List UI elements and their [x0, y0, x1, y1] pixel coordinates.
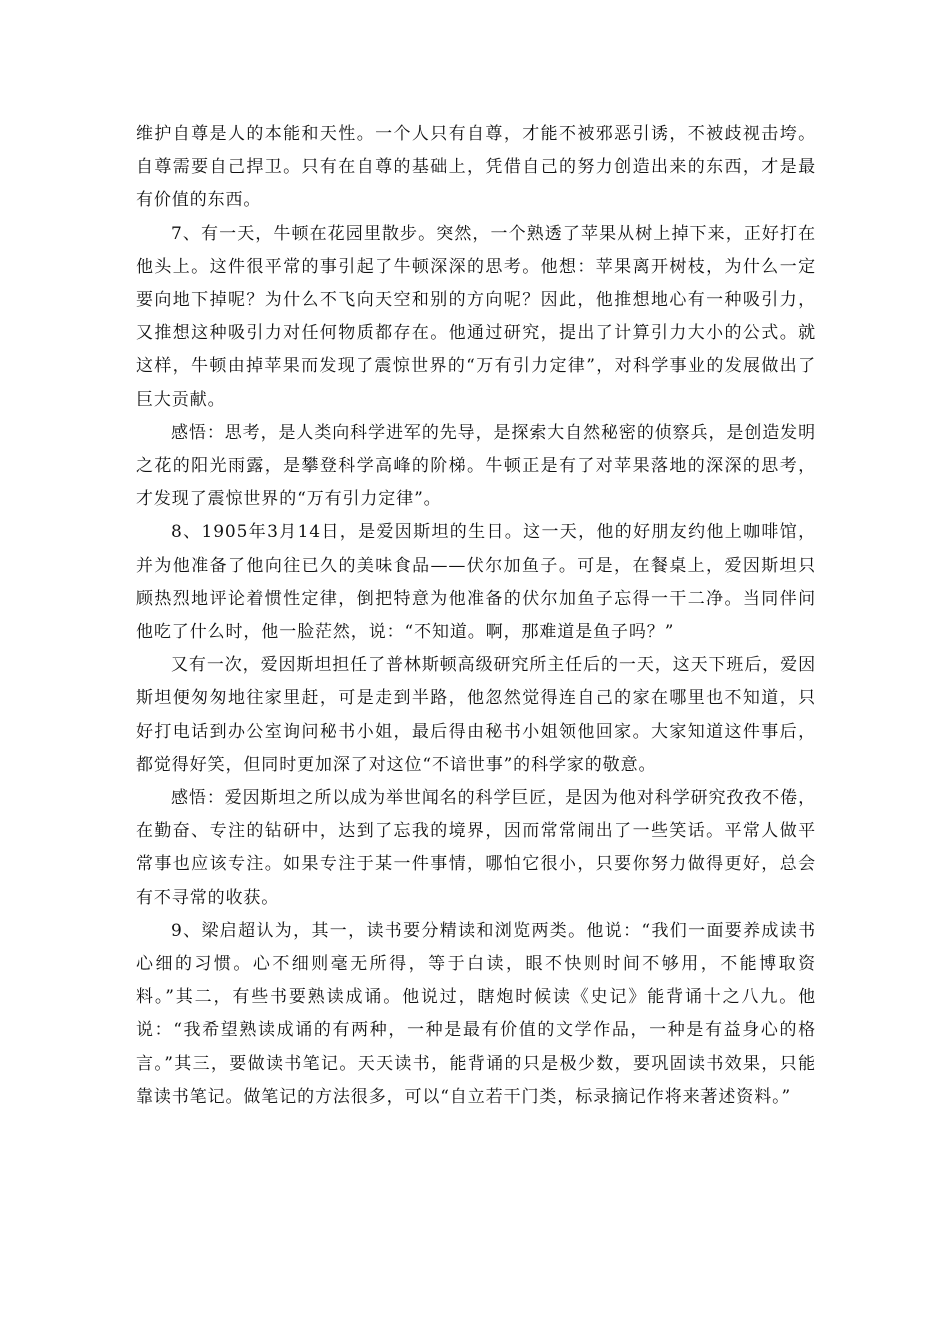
paragraph-self-respect-conclusion: 维护自尊是人的本能和天性。一个人只有自尊，才能不被邪恶引诱，不被歧视击垮。自尊需要自己捍卫。只有在自尊的基础上，凭借自己的努力创造出来的东西，才是最有价值的东西。 — [136, 124, 816, 211]
document-page — [136, 118, 816, 1114]
paragraph-einstein-reflection: 感悟：爱因斯坦之所以成为举世闻名的科学巨匠，是因为他对科学研究孜孜不倦，在勤奋、专注的钻研中，达到了忘我的境界，因而常常闹出了一些笑话。平常人做平常事也应该专注。如果专注于某一件事情，哪怕它很小，只要你努力做得更好，总会有不寻常的收获。 — [136, 788, 816, 908]
paragraph-newton-reflection: 感悟：思考，是人类向科学进军的先导，是探索大自然秘密的侦察兵，是创造发明之花的阳光雨露，是攀登科学高峰的阶梯。牛顿正是有了对苹果落地的深深的思考，才发现了震惊世界的“万有引力定律”。 — [136, 422, 816, 510]
paragraph-newton-story: 7、有一天，牛顿在花园里散步。突然，一个熟透了苹果从树上掉下来，正好打在他头上。这件很平常的事引起了牛顿深深的思考。他想：苹果离开树枝，为什么一定要向地下掉呢？为什么不飞向天空和别的方向呢？因此，他推想地心有一种吸引力，又推想这种吸引力对任何物质都存在。他通过研究，提出了计算引力大小的公式。就这样，牛顿由掉苹果而发现了震惊世界的“万有引力定律”，对科学事业的发展做出了巨大贡献。 — [136, 223, 816, 410]
paragraph-liang-qichao-reading: 9、梁启超认为，其一，读书要分精读和浏览两类。他说：“我们一面要养成读书心细的习惯。心不细则毫无所得，等于白读，眼不快则时间不够用，不能博取资料。”其二，有些书要熟读成诵。他说过，瞎炮时候读《史记》能背诵十之八九。他说：“我希望熟读成诵的有两种，一种是最有价值的文学作品，一种是有益身心的格言。”其三，要做读书笔记。天天读书，能背诵的只是极少数，要巩固读书效果，只能靠读书笔记。做笔记的方法很多，可以“自立若干门类，标录摘记作将来著述资料。” — [136, 920, 816, 1107]
paragraph-einstein-lost: 又有一次，爱因斯坦担任了普林斯顿高级研究所主任后的一天，这天下班后，爱因斯坦便匆匆地往家里赶，可是走到半路，他忽然觉得连自己的家在哪里也不知道，只好打电话到办公室询问秘书小姐，最后得由秘书小姐领他回家。大家知道这件事后，都觉得好笑，但同时更加深了对这位“不谙世事”的科学家的敬意。 — [136, 655, 816, 775]
paragraph-einstein-birthday: 8、1905年3月14日，是爱因斯坦的生日。这一天，他的好朋友约他上咖啡馆，并为他准备了他向往已久的美味食品——伏尔加鱼子。可是，在餐桌上，爱因斯坦只顾热烈地评论着惯性定律，倒把特意为他准备的伏尔加鱼子忘得一干二净。当同伴问他吃了什么时，他一脸茫然，说：“不知道。啊，那难道是鱼子吗？” — [136, 522, 816, 643]
